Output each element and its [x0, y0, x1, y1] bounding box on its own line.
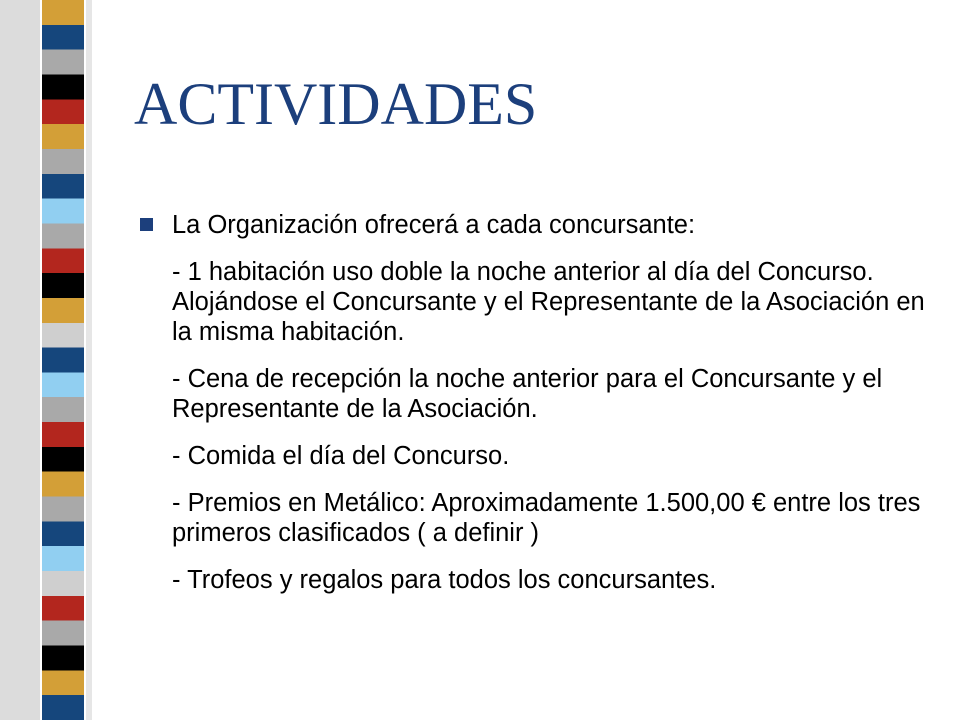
detail-item-trophies: - Trofeos y regalos para todos los concursantes.: [172, 566, 717, 594]
page-title: ACTIVIDADES: [134, 71, 538, 137]
decorative-stripe: [0, 0, 104, 720]
stripe-block: [42, 447, 84, 472]
stripe-block: [42, 99, 84, 124]
stripe-block: [42, 348, 84, 373]
stripe-block: [42, 124, 84, 149]
stripe-block: [42, 695, 84, 720]
stripe-block: [42, 298, 84, 323]
stripe-block: [42, 74, 84, 99]
stripe-block: [42, 621, 84, 646]
stripe-block: [42, 497, 84, 522]
stripe-block: [42, 546, 84, 571]
stripe-block: [42, 323, 84, 348]
stripe-block: [42, 397, 84, 422]
stripe-block: [42, 646, 84, 671]
stripe-block: [42, 50, 84, 75]
detail-item-lunch: - Comida el día del Concurso.: [172, 442, 510, 470]
detail-item-reception-dinner: - Cena de recepción la noche anterior para el Concursante y el Representante de la Asociación.: [172, 365, 883, 423]
bullet-intro-text: La Organización ofrecerá a cada concursante:: [172, 211, 696, 239]
stripe-block: [42, 25, 84, 50]
stripe-block: [42, 223, 84, 248]
stripe-block: [42, 596, 84, 621]
stripe-block: [42, 422, 84, 447]
stripe-block: [42, 472, 84, 497]
stripe-block: [42, 174, 84, 199]
stripe-block: [42, 199, 84, 224]
bullet-item: [140, 210, 930, 240]
stripe-block: [42, 372, 84, 397]
stripe-block: [42, 273, 84, 298]
stripe-block: [42, 670, 84, 695]
stripe-block: [42, 248, 84, 273]
stripe-block: [42, 521, 84, 546]
square-bullet-icon: [140, 218, 153, 231]
detail-item-cash-prizes: - Premios en Metálico: Aproximadamente 1.500,00 € entre los tres primeros clasificados ( a definir ): [172, 489, 921, 547]
detail-item-accommodation: - 1 habitación uso doble la noche anterior al día del Concurso. Alojándose el Concursante y el Representante de la Asociación en la misma habitación.: [172, 258, 925, 346]
stripe-block: [42, 0, 84, 25]
stripe-block: [42, 571, 84, 596]
stripe-block: [42, 149, 84, 174]
slide-body: [140, 210, 930, 612]
